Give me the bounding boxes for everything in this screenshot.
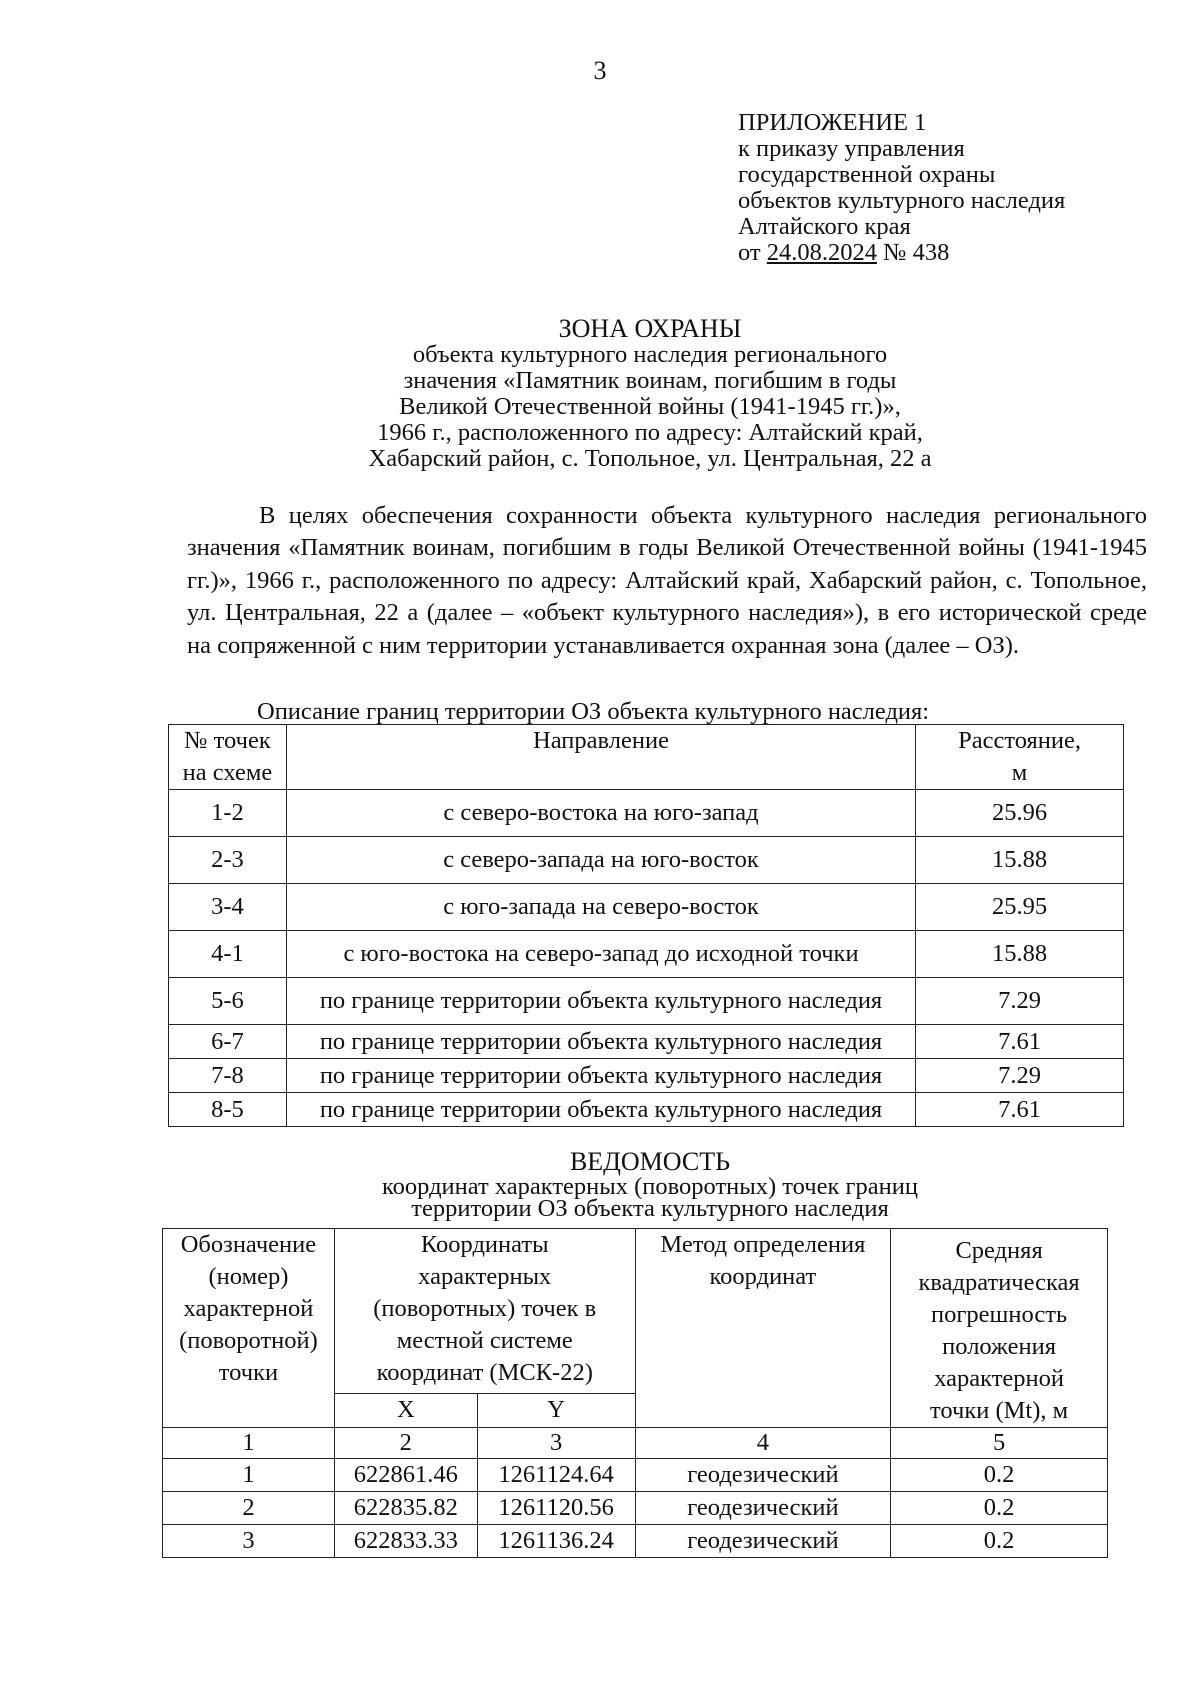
statement-title	[150, 1148, 1150, 1220]
column-number-row	[163, 1428, 1108, 1459]
header-y: Y	[477, 1394, 635, 1428]
table-header-row	[169, 725, 1124, 790]
cell-distance: 7.61	[916, 1025, 1124, 1059]
date-prefix: от	[738, 239, 767, 266]
appendix-line: к приказу управления	[738, 135, 965, 162]
cell-direction: с юго-запада на северо-восток	[286, 884, 915, 931]
cell-x: 622861.46	[334, 1459, 477, 1492]
title-line: 1966 г., расположенного по адресу: Алтайский край,	[377, 419, 923, 446]
header-x: X	[334, 1394, 477, 1428]
col-number: 5	[891, 1428, 1108, 1459]
intro-text: В целях обеспечения сохранности объекта культурного наследия регионального значения «Памятник воинам, погибшим в годы Великой Отечественной войны (1941-1945 гг.)», 1966 г., расположенного по адресу: Алтайский край, Хабарский район, с. Топольное, ул. Центральная, 22 а (далее – «объект культурного наследия»), в его исторической среде на сопряженной с ним территории устанавливается охранная зона (далее – ОЗ).	[187, 502, 1147, 659]
table-row	[169, 931, 1124, 978]
order-number: № 438	[877, 239, 950, 266]
cell-distance: 15.88	[916, 931, 1124, 978]
header-method: Метод определения координат	[635, 1229, 891, 1428]
table-row	[169, 837, 1124, 884]
cell-distance: 7.29	[916, 978, 1124, 1025]
table-row	[169, 1093, 1124, 1127]
cell-direction: по границе территории объекта культурного наследия	[286, 1025, 915, 1059]
cell-error: 0.2	[891, 1525, 1108, 1558]
table-row	[163, 1525, 1108, 1558]
cell-direction: по границе территории объекта культурного наследия	[286, 1059, 915, 1093]
cell-error: 0.2	[891, 1492, 1108, 1525]
appendix-line: объектов культурного наследия	[738, 187, 1066, 214]
header-error: Средняя квадратическая погрешность положения характерной точки (Mt), м	[891, 1229, 1108, 1428]
cell-method: геодезический	[635, 1492, 891, 1525]
header-coordinates: Координаты характерных (поворотных) точек в местной системе координат (МСК-22)	[334, 1229, 635, 1394]
cell-direction: с северо-востока на юго-запад	[286, 790, 915, 837]
cell-direction: по границе территории объекта культурного наследия	[286, 978, 915, 1025]
cell-distance: 25.95	[916, 884, 1124, 931]
table-row	[169, 978, 1124, 1025]
statement-heading: ВЕДОМОСТЬ	[569, 1147, 731, 1176]
table-header-row	[163, 1229, 1108, 1394]
statement-line: координат характерных (поворотных) точек границ	[381, 1173, 919, 1200]
cell-direction: с северо-запада на юго-восток	[286, 837, 915, 884]
title-line: Хабарский район, с. Топольное, ул. Центральная, 22 а	[368, 445, 932, 472]
coordinates-table	[162, 1228, 1108, 1558]
order-date-line	[738, 240, 1065, 266]
header-direction: Направление	[286, 725, 915, 790]
appendix-line: Алтайского края	[738, 213, 911, 240]
cell-points: 3-4	[169, 884, 287, 931]
cell-point: 1	[163, 1459, 335, 1492]
table-row	[163, 1459, 1108, 1492]
cell-y: 1261136.24	[477, 1525, 635, 1558]
cell-y: 1261120.56	[477, 1492, 635, 1525]
cell-distance: 25.96	[916, 790, 1124, 837]
title-line: значения «Памятник воинам, погибшим в годы	[403, 367, 897, 394]
table-row	[169, 790, 1124, 837]
cell-point: 2	[163, 1492, 335, 1525]
intro-paragraph	[187, 500, 1147, 662]
cell-method: геодезический	[635, 1525, 891, 1558]
cell-distance: 7.61	[916, 1093, 1124, 1127]
appendix-header	[738, 110, 1065, 266]
appendix-line: ПРИЛОЖЕНИЕ 1	[738, 109, 927, 136]
cell-distance: 15.88	[916, 837, 1124, 884]
cell-points: 6-7	[169, 1025, 287, 1059]
col-number: 4	[635, 1428, 891, 1459]
cell-direction: с юго-востока на северо-запад до исходной точки	[286, 931, 915, 978]
document-title	[150, 316, 1150, 472]
table-row	[163, 1492, 1108, 1525]
col-number: 1	[163, 1428, 335, 1459]
cell-y: 1261124.64	[477, 1459, 635, 1492]
cell-x: 622835.82	[334, 1492, 477, 1525]
statement-line: территории ОЗ объекта культурного наследия	[411, 1195, 889, 1222]
col-number: 2	[334, 1428, 477, 1459]
order-date: 24.08.2024	[766, 239, 878, 266]
appendix-line: государственной охраны	[738, 161, 996, 188]
col-number: 3	[477, 1428, 635, 1459]
page-number: 3	[593, 56, 607, 85]
cell-points: 1-2	[169, 790, 287, 837]
cell-error: 0.2	[891, 1459, 1108, 1492]
boundary-table	[168, 724, 1124, 1127]
cell-points: 2-3	[169, 837, 287, 884]
table-row	[169, 1059, 1124, 1093]
title-heading: ЗОНА ОХРАНЫ	[558, 314, 742, 343]
cell-points: 8-5	[169, 1093, 287, 1127]
cell-method: геодезический	[635, 1459, 891, 1492]
title-line: объекта культурного наследия регионального	[412, 341, 888, 368]
cell-x: 622833.33	[334, 1525, 477, 1558]
header-points: № точек на схеме	[169, 725, 287, 790]
title-line: Великой Отечественной войны (1941-1945 гг.)»,	[399, 393, 901, 420]
cell-point: 3	[163, 1525, 335, 1558]
cell-points: 7-8	[169, 1059, 287, 1093]
cell-direction: по границе территории объекта культурного наследия	[286, 1093, 915, 1127]
cell-points: 5-6	[169, 978, 287, 1025]
table-row	[169, 1025, 1124, 1059]
table1-caption: Описание границ территории ОЗ объекта культурного наследия:	[257, 698, 930, 725]
cell-points: 4-1	[169, 931, 287, 978]
table-row	[169, 884, 1124, 931]
cell-distance: 7.29	[916, 1059, 1124, 1093]
header-designation: Обозначение (номер) характерной (поворотной) точки	[163, 1229, 335, 1428]
header-distance: Расстояние, м	[916, 725, 1124, 790]
